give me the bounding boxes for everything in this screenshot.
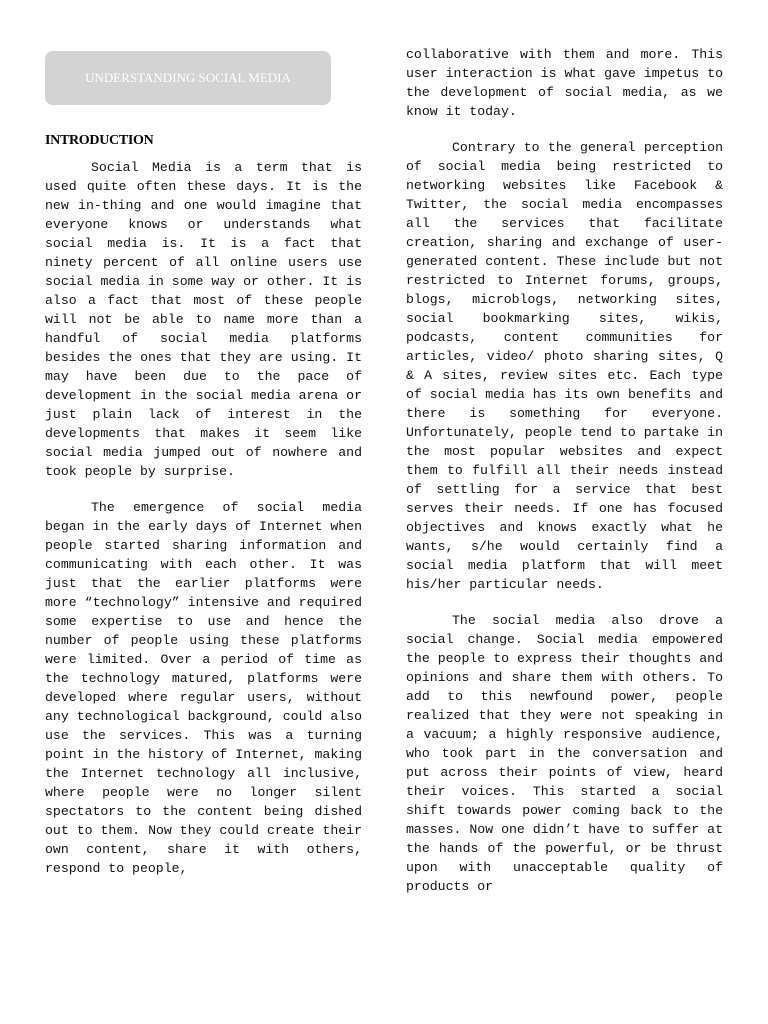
section-title-box [45, 51, 331, 105]
section-title: UNDERSTANDING SOCIAL MEDIA [85, 70, 291, 85]
paragraph-continuation: collaborative with them and more. This user interaction is what gave impetus to the development of social media, as we know it today. [406, 47, 723, 119]
paragraph-emergence: The emergence of social media began in the early days of Internet when people started sharing information and communicating with each other. It was just that the earlier platforms were more “technology” intensive and required some expertise to use and hence the number of people using these platforms were limited. Over a period of time as the technology matured, platforms were developed where regular users, without any technological background, could also use the services. This was a turning point in the history of Internet, making the Internet technology all inclusive, where people were no longer silent spectators to the content being dished out to them. Now they could create their own content, share it with others, respond to people, [45, 500, 362, 876]
introduction-heading: INTRODUCTION [45, 133, 154, 148]
right-column [406, 45, 723, 913]
paragraph-contrary: Contrary to the general perception of social media being restricted to networking websites like Facebook & Twitter, the social media encompasses all the services that facilitate creation, sharing and exchange of user-generated content. These include but not restricted to Internet forums, groups, blogs, microblogs, networking sites, social bookmarking sites, wikis, podcasts, content communities for articles, video/ photo sharing sites, Q & A sites, review sites etc. Each type of social media has its own benefits and there is something for everyone. Unfortunately, people tend to partake in the most popular websites and expect them to fulfill all their needs instead of settling for a service that best serves their needs. If one has focused objectives and knows exactly what he wants, s/he would certainly find a social media platform that will meet his/her particular needs. [406, 140, 723, 592]
paragraph-intro: Social Media is a term that is used quite often these days. It is the new in-thing and one would imagine that everyone knows or understands what social media is. It is a fact that ninety percent of all online users use social media in some way or other. It is also a fact that most of these people will not be able to name more than a handful of social media platforms besides the ones that they are using. It may have been due to the pace of development in the social media arena or just plain lack of interest in the developments that makes it seem like social media jumped out of nowhere and took people by surprise. [45, 160, 362, 479]
paragraph-social-change: The social media also drove a social change. Social media empowered the people to express their thoughts and opinions and share them with others. To add to this newfound power, people realized that they were not speaking in a vacuum; a highly responsive audience, who took part in the conversation and put across their points of view, heard their voices. This started a social shift towards power coming back to the masses. Now one didn’t have to suffer at the hands of the powerful, or be thrust upon with unacceptable quality of products or [406, 613, 723, 894]
left-column [45, 51, 362, 895]
